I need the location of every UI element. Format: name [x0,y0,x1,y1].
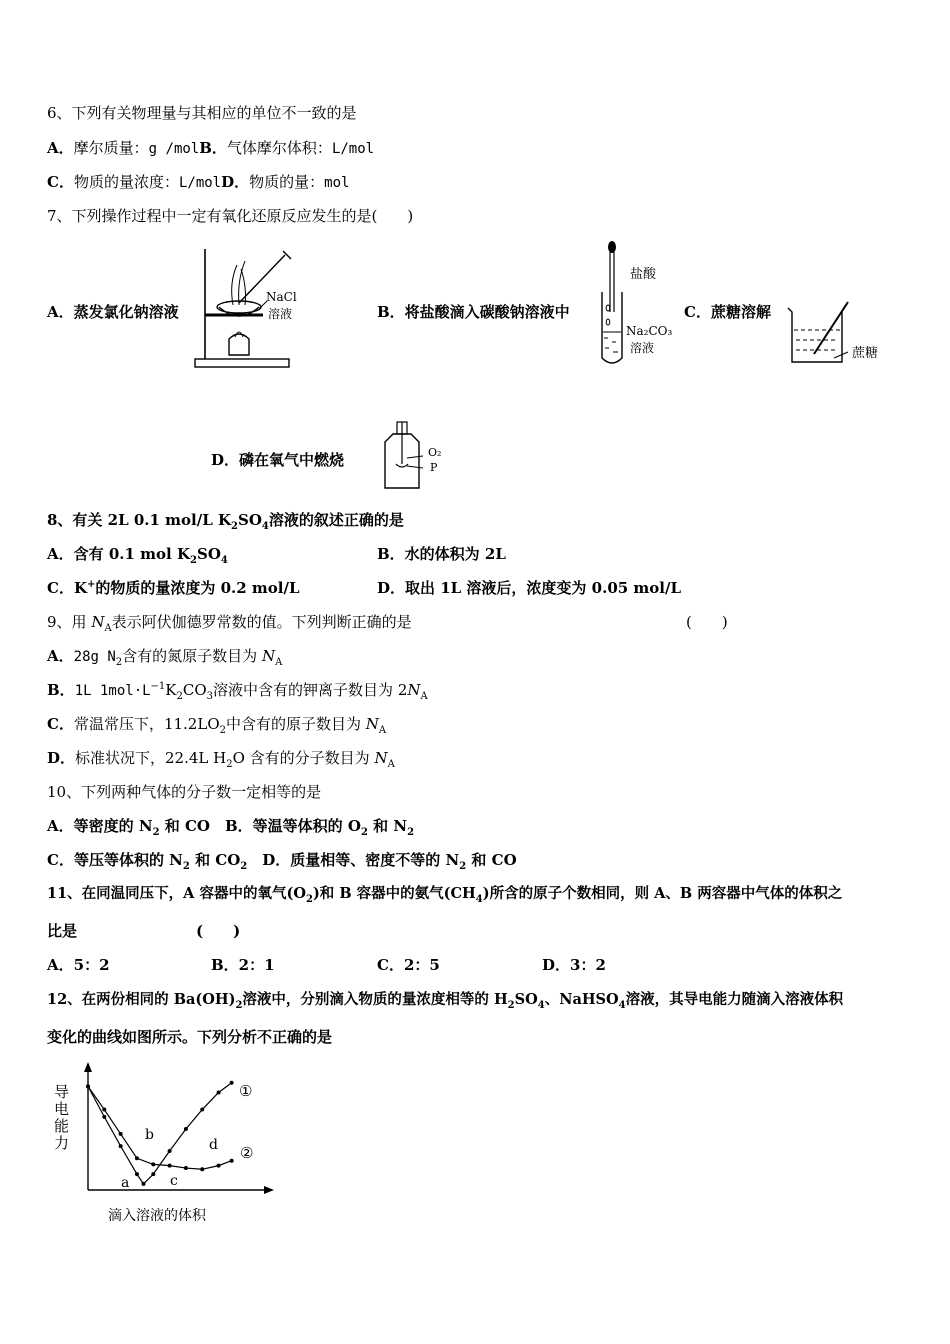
q10-d-part: 和 CO [466,851,517,869]
q9-b-part: K [165,681,177,699]
series-2-point-9 [230,1159,234,1163]
q9-d-na-sub: A [387,759,395,770]
series-2-point-5 [168,1164,172,1168]
q6-c-unit: L/mol [178,175,222,191]
x-axis-arrow [264,1186,274,1194]
chart-y-label: 导电能力 [54,1083,70,1152]
q8-stem-sub: 4 [261,521,269,532]
q9-c-label: C． [47,715,74,733]
q10-b-part: B．等温等体积的 O [225,817,361,835]
y-axis-arrow [84,1062,92,1072]
beaker-drawing [784,298,854,368]
q12-stem-line2: 变化的曲线如图所示。下列分析不正确的是 [47,1028,333,1046]
series-1-point-7 [184,1127,188,1131]
q8-option-c [47,578,300,598]
q10-options-cd [47,850,517,870]
q8-stem [47,510,404,530]
q8-a-part: SO [196,545,221,563]
q6-stem: 6、下列有关物理量与其相应的单位不一致的是 [47,104,357,122]
q12-stem-part: 12、在两份相同的 Ba(OH) [47,991,236,1008]
q9-a-sub: 2 [115,657,123,668]
gas-bottle-drawing [383,420,423,492]
q9-c-part: 中含有的原子数目为 [226,715,366,733]
q12-stem-part: 、NaHSO [544,991,619,1008]
q12-stem-part: 溶液，其导电能力随滴入溶液体积 [625,991,844,1008]
series-1-point-1 [102,1115,106,1119]
q11-option-b: B．2：1 [211,956,275,974]
q10-b-part: 和 N [367,817,408,835]
q10-c-part: C．等压等体积的 N [47,851,183,869]
q9-stem-na-sub: A [104,623,112,634]
evaporation-apparatus-figure [193,243,305,369]
q10-b-sub: 2 [407,827,415,838]
series-2-point-8 [217,1164,221,1168]
chart-annotation-c: c [170,1173,178,1189]
q9-c-part: 常温常压下，11.2LO [73,715,220,733]
q9-d-sub: 2 [226,759,233,770]
q10-c-sub: 2 [182,861,190,872]
q9-b-part: 1L 1mol·L [74,683,151,699]
q8-option-d: D．取出 1L 溶液后，浓度变为 0.05 mol/L [377,579,682,597]
q9-a-na: N [261,647,276,665]
beaker-figure [784,298,854,368]
q11-stem-part: )所含的原子个数相同，则 A、B 两容器中气体的体积之 [482,885,843,902]
series-2-point-1 [102,1108,106,1112]
series-1-point-4 [141,1182,145,1186]
q10-c-part: 和 CO [189,851,241,869]
q9-a-label: A． [47,647,74,665]
q12-stem-part: SO [514,991,538,1008]
q10-d-part: D．质量相等、密度不等的 N [262,851,460,869]
q11-stem-part: )和 B 容器中的氨气(CH [312,885,476,902]
q11-stem-sub: 4 [475,893,483,905]
q8-c-part: 的物质的量浓度为 0.2 mol/L [95,579,300,597]
test-tube-dropper-drawing [597,240,627,368]
q7-option-d: D．磷在氧气中燃烧 [211,451,345,469]
q9-b-sub: 2 [176,691,183,702]
q9-b-part: 溶液中含有的钾离子数目为 2 [213,681,408,699]
q12-stem-sub: 4 [537,999,545,1011]
q10-a-part: 和 CO [159,817,210,835]
q11-stem-line2: 比是 [47,922,78,940]
q12-stem-sub: 4 [618,999,626,1011]
q6-c-text: 物质的量浓度： [73,173,179,191]
q12-stem-sub: 2 [235,999,243,1011]
q12-stem-part: 溶液中，分别滴入物质的量浓度相等的 H [242,991,508,1008]
q8-a-sub: 2 [190,555,197,566]
q11-option-a: A．5：2 [47,956,110,974]
series-2-point-4 [151,1162,155,1166]
q7-d-figure-label-p: P [430,461,438,474]
q9-option-c [47,714,386,734]
series-2-point-7 [200,1167,204,1171]
q9-c-na: N [365,715,379,733]
q10-a-sub: 2 [152,827,160,838]
q7-a-figure-label-nacl: NaCl [266,290,297,304]
q6-d-unit: mol [324,175,350,191]
gas-bottle-figure [383,420,423,492]
q6-a-text: 摩尔质量： [73,139,149,157]
series-1-point-6 [168,1149,172,1153]
q7-option-c: C．蔗糖溶解 [684,303,771,321]
series-1-point-9 [217,1090,221,1094]
series-1-point-5 [151,1172,155,1176]
q9-stem [47,612,412,632]
q9-d-part: O 含有的分子数目为 [232,749,375,767]
q9-answer-bracket: ( ) [686,613,728,631]
q9-option-a [47,646,282,667]
q11-answer-bracket: ( ) [196,922,241,940]
q9-b-part: CO [182,681,207,699]
series-2-point-2 [119,1132,123,1136]
q11-stem-line1 [47,884,842,904]
q7-option-a: A．蒸发氯化钠溶液 [47,303,179,321]
q9-b-sub: 3 [206,691,214,702]
q8-a-sub: 4 [220,555,228,566]
q8-stem-part: 溶液的叙述正确的是 [268,511,404,529]
chart-x-label: 滴入溶液的体积 [108,1208,206,1224]
chart-annotation-b: b [145,1127,154,1143]
q11-option-d: D．3：2 [542,956,606,974]
test-tube-dropper-figure [597,240,627,368]
series-line-1 [88,1083,232,1184]
q8-stem-part: SO [238,511,262,529]
q8-c-part: C．K [47,579,87,597]
q12-stem-line1 [47,990,843,1010]
q9-stem-part: 表示阿伏伽德罗常数的值。下列判断正确的是 [111,613,412,631]
series-1-point-10 [230,1081,234,1085]
q8-option-b: B．水的体积为 2L [377,545,506,563]
q8-stem-sub: 2 [231,521,239,532]
q7-b-figure-label-solution: 溶液 [630,341,655,355]
q8-stem-part: 8、有关 2L 0.1 mol/L K [47,511,232,529]
series-2-point-0 [86,1084,90,1088]
evaporation-apparatus-drawing [193,243,305,369]
q12-stem-sub: 2 [507,999,515,1011]
q9-c-na-sub: A [378,725,387,736]
q9-a-part: 28g N [73,649,116,665]
q6-a-unit: g /mol [148,141,200,157]
q6-a-label: A． [47,139,74,157]
q11-stem-sub: 2 [305,893,313,905]
q9-d-na: N [374,749,388,767]
q10-c-sub: 2 [240,861,248,872]
q9-option-b [47,680,428,701]
q9-b-na-sub: A [420,691,428,702]
series-2-point-3 [135,1156,139,1160]
chart-annotation-a: a [121,1175,130,1191]
q10-options-ab [47,816,414,836]
series-2-point-6 [184,1166,188,1170]
q9-b-na: N [407,681,421,699]
q9-d-part: 标准状况下，22.4L H [75,749,227,767]
q6-options-ab [47,138,374,159]
q6-d-label: D． [221,173,250,191]
q6-options-cd [47,172,349,193]
q9-c-sub: 2 [219,725,226,736]
q10-d-sub: 2 [459,861,467,872]
series-1-point-2 [119,1144,123,1148]
q9-b-sup: −1 [150,681,166,692]
chart-series-label-1: ① [239,1082,253,1100]
q7-b-figure-label-acid: 盐酸 [630,267,657,282]
q7-c-figure-label-sucrose: 蔗糖 [852,346,879,361]
series-line-2 [88,1086,232,1169]
q7-b-figure-label-salt: Na₂CO₃ [626,324,673,338]
q6-c-label: C． [47,173,74,191]
q9-stem-part: 9、用 [47,613,92,631]
q9-a-na-sub: A [275,657,283,668]
q7-stem: 7、下列操作过程中一定有氧化还原反应发生的是( ) [47,207,414,225]
q9-a-part: 含有的氮原子数目为 [122,647,262,665]
q6-b-label: B． [199,139,227,157]
q9-d-label: D． [47,749,76,767]
q8-c-sup: + [86,579,96,590]
q9-stem-na: N [91,613,105,631]
q11-stem-part: 11、在同温同压下，A 容器中的氧气(O [47,885,306,902]
q6-b-unit: L/mol [331,141,375,157]
q7-d-figure-label-o2: O₂ [428,446,442,459]
chart-annotation-d: d [209,1137,218,1153]
q6-d-text: 物质的量： [249,173,325,191]
q10-a-part: A．等密度的 N [47,817,153,835]
series-1-point-8 [200,1108,204,1112]
q9-b-label: B． [47,681,75,699]
q10-b-sub: 2 [360,827,368,838]
chart-series-label-2: ② [240,1144,254,1162]
q11-option-c: C．2：5 [377,956,440,974]
q6-b-text: 气体摩尔体积： [226,139,332,157]
q8-option-a [47,544,228,564]
q9-option-d [47,748,395,768]
q10-stem: 10、下列两种气体的分子数一定相等的是 [47,783,322,801]
q7-option-b: B．将盐酸滴入碳酸钠溶液中 [377,303,570,321]
q8-a-part: A．含有 0.1 mol K [47,545,191,563]
q7-a-figure-label-solution: 溶液 [268,307,293,321]
series-1-point-3 [135,1172,139,1176]
